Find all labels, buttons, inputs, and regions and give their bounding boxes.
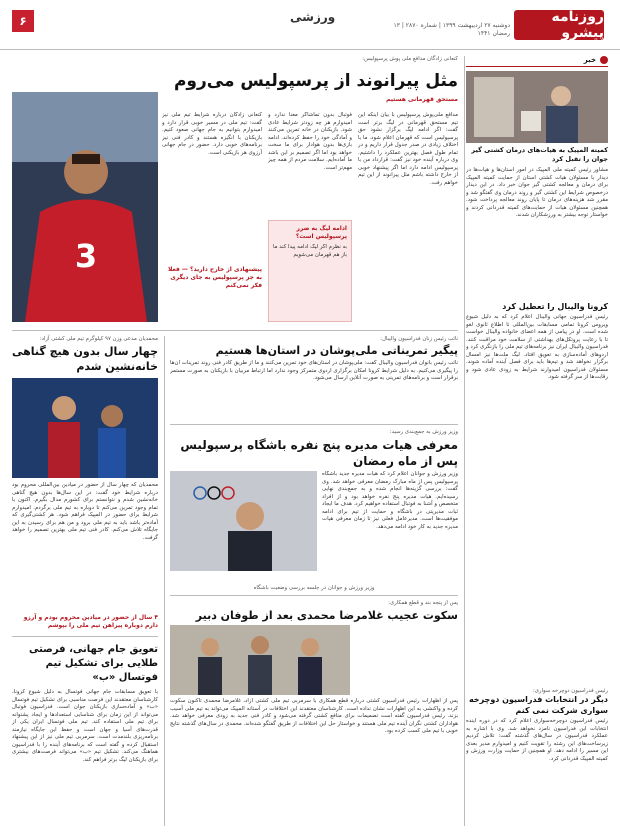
section-title: ورزشی bbox=[290, 10, 336, 24]
pullquote-1: ادامه لیگ به ضرر پرسپولیس است؟ bbox=[295, 225, 347, 240]
volleyball-women-kicker: نائب رئیس زنان فدراسیون والیبال: bbox=[380, 336, 458, 342]
main-story bbox=[12, 56, 458, 326]
svg-text:3: 3 bbox=[74, 237, 98, 275]
news-label-bar bbox=[466, 56, 608, 67]
volleyball-women-headline: پیگیر تمریناتی ملی‌پوشان در استان‌ها هستیم bbox=[215, 344, 458, 357]
center-column bbox=[170, 336, 458, 826]
player-photo bbox=[12, 92, 158, 322]
volleyball-women-body: نائب رئیس بانوان فدراسیون والیبال گفت: ملی‌پوشان در استان‌های خود تمرین می‌کنند و ما از طریق کادر فنی روند تمرینات آن‌ها را پیگیری می‌کنیم. به دلیل شرایط کرونا امکان برگزاری اردوی متمرکز وجود ندارد اما ارتباط مربیان با بازیکنان به صورت مستمر برقرار است و برنامه‌های تمرینی به صورت آنلاین ارسال می‌شود. bbox=[170, 360, 458, 381]
main-col-a: مدافع ملی‌پوش پرسپولیس با بیان اینکه این تیم مستحق قهرمانی در لیگ برتر است گفت: اگر ادامه لیگ برگزار نشود حق پرسپولیس است که قهرمان اعلام شود. ما با اختلاف زیادی در صدر جدول قرار داریم و در تمام طول فصل بهترین عملکرد را داشتیم. وی درباره آینده خود نیز گفت: قرارداد من با پرسپولیس ادامه دارد اما اگر پیشنهاد خوبی از خارج داشته باشم مثل پیرانوند از این تیم خواهم رفت. bbox=[358, 112, 458, 186]
minister-illustration bbox=[170, 471, 317, 571]
column-divider bbox=[464, 56, 465, 826]
main-byline: مستحق قهرمانی هستیم bbox=[386, 96, 458, 103]
minister-photo bbox=[170, 471, 317, 571]
officials-illustration bbox=[170, 625, 350, 695]
column-divider-2 bbox=[164, 336, 165, 826]
left-column bbox=[12, 336, 158, 826]
minister-caption: وزیر ورزش و جوانان در جلسه بررسی وضعیت باشگاه bbox=[253, 585, 375, 591]
section-rule bbox=[12, 636, 158, 637]
board-kicker: وزیر ورزش به جمع‌بندی رسید: bbox=[389, 429, 458, 435]
wrestling-kicker: محمدیان مدعی وزن ۹۷ کیلوگرم تیم ملی کشتی آزاد: bbox=[39, 336, 158, 342]
cycling-headline: دیگر در انتخابات فدراسیون دوچرخه سواری شرکت نمی کنم bbox=[468, 695, 608, 715]
bullet-icon bbox=[600, 56, 608, 64]
horizontal-rule bbox=[12, 330, 458, 331]
board-row bbox=[170, 471, 458, 583]
news-label: خبر bbox=[583, 56, 596, 64]
main-col-c: کنعانی زادگان درباره شرایط تیم ملی نیز گفت: تیم ملی در مسیر خوبی قرار دارد و امیدوارم بتوانیم به جام جهانی صعود کنیم. بازیکنان با انگیزه هستند و کادر فنی نیز برنامه‌های خوبی دارد. حضور در جام جهانی آرزوی هر بازیکنی است. bbox=[162, 112, 262, 156]
main-col-b: فوتبال بدون تماشاگر معنا ندارد و امیدوارم هر چه زودتر شرایط عادی شود. بازیکنان در خانه تمرین می‌کنند و آمادگی خود را حفظ کرده‌اند. ادامه بازی‌ها بدون هوادار برای ما سخت خواهد بود اما اگر تصمیم بر این باشد ما آماده‌ایم. سلامت مردم از همه چیز مهم‌تر است. bbox=[268, 112, 352, 171]
wrestling-quote: ۴ سال از حضور در میادین محروم بودم و آرزو دارم دوباره پیراهن تیم ملی را بپوشم bbox=[23, 614, 158, 629]
board-headline: معرفی هیات مدیره پنج نفره باشگاه پرسپولیس پس از ماه رمضان bbox=[180, 438, 458, 468]
wrestling-officials-photo bbox=[170, 625, 350, 695]
futsal-body: با تعویق مسابقات جام جهانی فوتسال به دلیل شیوع کرونا، کارشناسان معتقدند این فرصت مناسبی برای تشکیل تیم فوتسال «ب» و آماده‌سازی بازیکنان جوان است. فدراسیون فوتبال می‌تواند از این زمان برای شناسایی استعدادها و ایجاد پشتوانه برای تیم ملی استفاده کند. تیم ملی فوتسال ایران یکی از قدرت‌های آسیا و جهان است و حفظ این جایگاه نیازمند برنامه‌ریزی بلندمدت است. سرمربی تیم ملی نیز از این پیشنهاد استقبال کرده و گفته است که برنامه‌های آینده را با فدراسیون هماهنگ می‌کند. تشکیل تیم «ب» می‌تواند فرصت‌های بیشتری برای بازیکنان لیگ برتر فراهم کند. bbox=[12, 689, 158, 763]
pullquote-2: به نظرم اگر لیگ ادامه پیدا کند ما باز هم قهرمان می‌شویم bbox=[273, 244, 347, 258]
wrestler-hospital-photo bbox=[466, 71, 608, 143]
right-column bbox=[466, 56, 608, 826]
center-rule-1 bbox=[170, 424, 458, 425]
date-line: دوشنبه ۲۷ اردیبهشت ۱۳۹۹ | شماره ۲۸۷۰ | ۱۳ رمضان ۱۴۴۱ bbox=[393, 22, 510, 37]
wrestling-headline: چهار سال بدون هیچ گناهی خانه‌نشین شدم bbox=[12, 345, 158, 373]
masthead bbox=[0, 0, 620, 50]
futsal-headline: تعویق جام جهانی، فرصتی طلایی برای تشکیل تیم فوتسال «ب» bbox=[28, 644, 158, 683]
volleyball-headline: کرونا والیبال را تعطیل کرد bbox=[502, 302, 608, 311]
main-pullquote-box bbox=[268, 220, 352, 322]
silence-body: پس از اظهارات رئیس فدراسیون کشتی درباره قطع همکاری با سرمربی تیم ملی کشتی آزاد، غلامرضا محمدی تاکنون سکوت کرده و واکنشی به این اظهارات نشان نداده است. کارشناسان معتقدند این اختلافات در آستانه المپیک می‌تواند به تیم ملی آسیب بزند. رئیس فدراسیون گفته است تصمیمات برای منافع کشتی گرفته می‌شود و کادر فنی جدید به زودی معرفی خواهد شد. هواداران کشتی نگران آینده تیم ملی هستند و خواستار حل این اختلافات از طریق گفتگو شده‌اند. محمدی در سال‌های گذشته نتایج خوبی با تیم ملی کسب کرده بود. bbox=[170, 698, 458, 734]
main-headline: مثل پیرانوند از پرسپولیس می‌روم bbox=[173, 71, 458, 91]
photo-caption: کمیته المپیک به هیات‌های درمان کشتی گیر جوان را تقبل کرد bbox=[471, 146, 608, 163]
newspaper-logo: روزنامه پیشرو bbox=[514, 10, 604, 40]
cycling-kicker: رئیس فدراسیون دوچرخه سواری: bbox=[532, 688, 608, 694]
center-rule-2 bbox=[170, 595, 458, 596]
right-body-2: رئیس فدراسیون جهانی والیبال اعلام کرد که به دلیل شیوع ویروس کرونا تمامی مسابقات بین‌المللی تا اطلاع ثانوی لغو شده است. او در پیامی از همه اعضای خانواده والیبال خواست تا با رعایت پروتکل‌های بهداشتی از سلامت خود مراقبت کنند. فدراسیون والیبال ایران نیز برنامه‌های تیم ملی را بازنگری کرد و اردوهای آماده‌سازی به تعویق افتاد. لیگ ملت‌ها نیز امسال برگزار نخواهد شد و تیم‌ها باید برای فصل آینده آماده شوند. مسئولان فدراسیون امیدوارند شرایط به زودی عادی شود و رقابت‌ها از سر گرفته شود. bbox=[466, 314, 608, 380]
right-body-1: مشاور رئیس کمیته ملی المپیک در امور استان‌ها و هیات‌ها در دیدار با مسئولان هیات کشتی استان از حمایت کمیته المپیک برای درمان و معالجه کشتی گیر جوان خبر داد. در این دیدار درخصوص شرایط این کشتی گیر و روند درمان وی گفتگو شد و مقرر شد هزینه‌های درمان تا پایان روند معالجه پرداخت شود. همچنین مسئولان هیات از حمایت‌های کمیته قدردانی کردند و خواستار توجه بیشتر به ورزشکاران شدند. bbox=[466, 167, 608, 218]
pullquote-3: پیشنهادی از خارج دارید؟ — فعلا به جز پرسپولیس به جای دیگری فکر نمی‌کنم bbox=[167, 266, 262, 289]
wrestling-body: محمدیان که چهار سال از حضور در میادین بین‌المللی محروم بود درباره شرایط خود گفت: در این سال‌ها بدون هیچ گناهی خانه‌نشین شدم و نتوانستم برای کشورم مدال بگیرم. اکنون با تمام وجود تمرین می‌کنم تا دوباره به تیم ملی برگردم. امیدوارم شرایط برای حضور در المپیک فراهم شود. هر کشتی‌گیری که آماده‌تر باشد باید به تیم ملی برود و من هم برای رسیدن به این جایگاه تلاش می‌کنم. کادر فنی تیم ملی بهترین تصمیم را خواهد گرفت. bbox=[12, 482, 158, 541]
photo-illustration bbox=[466, 71, 608, 143]
silence-headline: سکوت عجیب غلامرضا محمدی بعد از طوفان دبیر bbox=[195, 609, 458, 622]
silence-kicker: پس از پنجه بند و قطع همکاری: bbox=[388, 600, 458, 606]
board-body: وزیر ورزش و جوانان اعلام کرد که هیات مدیره جدید باشگاه پرسپولیس پس از ماه مبارک رمضان معرفی خواهد شد. وی گفت: بررسی گزینه‌ها انجام شده و به جمع‌بندی نهایی رسیده‌ایم. هیات مدیره پنج نفره خواهد بود و از افراد متخصص و آشنا به فوتبال استفاده خواهیم کرد. هدف ما ایجاد ثبات مدیریتی در باشگاه و حمایت از تیم برای ادامه موفقیت‌ها است. مدیرعامل فعلی نیز تا زمان معرفی هیات مدیره جدید به کار خود ادامه می‌دهد. bbox=[322, 471, 458, 530]
wrestler-illustration bbox=[12, 378, 158, 478]
main-kicker: کنعانی زادگان مدافع ملی پوش پرسپولیس: bbox=[362, 56, 458, 62]
page-number: ۶ bbox=[12, 10, 34, 32]
right-body-3: رئیس فدراسیون دوچرخه‌سواری اعلام کرد که در دوره آینده انتخابات این فدراسیون نامزد نخواهد شد. وی با اشاره به عملکرد فدراسیون در سال‌های گذشته گفت: تلاش کردیم زیرساخت‌های این رشته را تقویت کنیم و امیدوارم مدیر بعدی این مسیر را ادامه دهد. او همچنین از حمایت وزارت ورزش و کمیته المپیک قدردانی کرد. bbox=[466, 718, 608, 762]
player-illustration bbox=[12, 92, 158, 322]
wrestler-photo bbox=[12, 378, 158, 478]
